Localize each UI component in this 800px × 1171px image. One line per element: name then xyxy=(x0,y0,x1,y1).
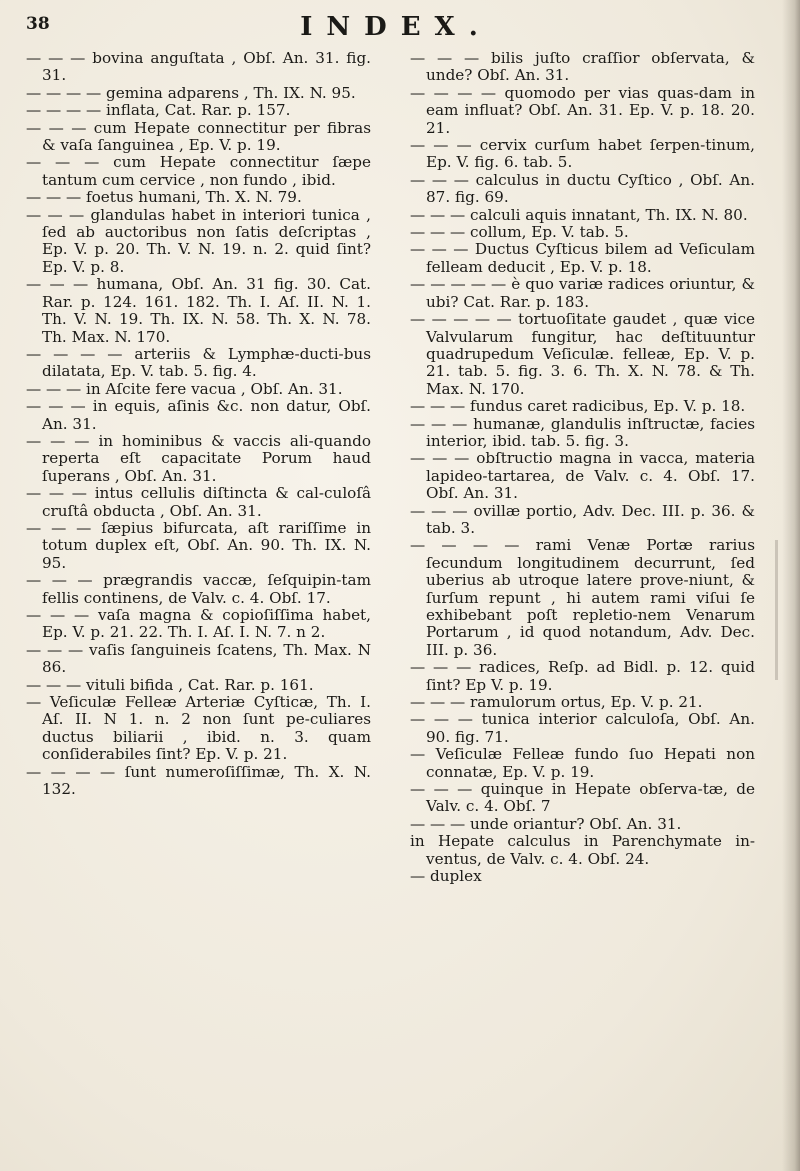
index-entry: — — — bilis juſto craſſior obſervata, & unde? Obſ. An. 31. xyxy=(410,49,755,85)
index-entry: — — — ſæpius bifurcata, aſt rariſſime in totum duplex eſt, Obſ. An. 90. Th. IX. N. 95. xyxy=(26,518,371,572)
index-entry: — — — fundus caret radicibus, Ep. V. p. 18. xyxy=(410,397,746,416)
index-column-left xyxy=(26,50,371,798)
index-entry: — — — calculus in ductu Cyſtico , Obſ. An. 87. fig. 69. xyxy=(410,170,755,207)
index-entry: — — — vaſa magna & copioſiſſima habet, Ep. V. p. 21. 22. Th. I. Aſ. I. N. 7. n 2. xyxy=(26,606,371,642)
index-entry: — — — glandulas habet in interiori tunica , ſed ab auctoribus non ſatis deſcriptas , Ep. V. p. 20. Th. V. N. 19. n. 2. quid ſint? Ep. V. p. 8. xyxy=(26,205,371,276)
index-entry: — — — cum Hepate connectitur per fibras & vaſa ſanguinea , Ep. V. p. 19. xyxy=(26,118,371,155)
index-entry: — — — — inflata, Cat. Rar. p. 157. xyxy=(26,101,291,120)
index-entry: — Veſiculæ Felleæ fundo ſuo Hepati non connatæ, Ep. V. p. 19. xyxy=(410,745,755,781)
index-entry: — — — unde oriantur? Obſ. An. 31. xyxy=(410,814,682,833)
index-entry: — — — humana, Obſ. An. 31 fig. 30. Cat. Rar. p. 124. 161. 182. Th. I. Aſ. II. N. 1. Th. V. N. 19. Th. IX. N. 58. Th. X. N. 78. Th. Max. N. 170. xyxy=(26,275,371,346)
index-entry: — — — — — è quo variæ radices oriuntur, & ubi? Cat. Rar. p. 183. xyxy=(410,275,755,311)
index-entry: — — — quinque in Hepate obſerva-tæ, de Valv. c. 4. Obſ. 7 xyxy=(410,780,755,816)
index-entry: — — — cum Hepate connectitur ſæpe tantum cum cervice , non fundo , ibid. xyxy=(26,153,371,189)
index-entry: — — — Ductus Cyſticus bilem ad Veſiculam felleam deducit , Ep. V. p. 18. xyxy=(410,240,755,276)
index-entry: — — — radices, Reſp. ad Bidl. p. 12. quid ſint? Ep V. p. 19. xyxy=(410,658,755,694)
index-entry: — — — tunica interior calculoſa, Obſ. An. 90. fig. 71. xyxy=(410,710,755,746)
index-entry: — — — in equis, aſinis &c. non datur, Obſ. An. 31. xyxy=(26,397,371,433)
index-entry: — — — intus cellulis diſtincta & cal-culoſâ cruſtâ obducta , Obſ. An. 31. xyxy=(26,484,371,520)
index-entry: — Veſiculæ Felleæ Arteriæ Cyſticæ, Th. I. Aſ. II. N 1. n. 2 non ſunt pe-culiares ductus biliarii , ibid. n. 3. quam conſiderabiles ſint? Ep. V. p. 21. xyxy=(26,693,371,764)
index-entry: — — — calculi aquis innatant, Th. IX. N. 80. xyxy=(410,205,748,224)
index-entry: — duplex xyxy=(410,867,482,886)
index-column-right xyxy=(410,50,755,886)
page-title: INDEX. xyxy=(300,12,492,42)
margin-stain xyxy=(775,540,778,680)
index-entry: — — — — ſunt numeroſiſſimæ, Th. X. N. 132. xyxy=(26,762,371,799)
index-entry: — — — — arteriis & Lymphæ-ducti-bus dilatata, Ep. V. tab. 5. fig. 4. xyxy=(26,344,371,381)
index-entry: — — — — rami Venæ Portæ rarius ſecundum longitudinem decurrunt, ſed uberius ab utroque latere prove-niunt, & ſurſum repunt , hi autem rami viſui ſe exhibebant poſt repletio-nem Venarum Portarum , id quod notandum, Adv. Dec. III. p. 36. xyxy=(410,536,755,659)
index-entry: — — — vituli bifida , Cat. Rar. p. 161. xyxy=(26,675,314,694)
index-entry: — — — in hominibus & vaccis ali-quando reperta eſt capacitate Porum haud ſuperans , Obſ. An. 31. xyxy=(26,431,371,485)
index-entry: — — — — gemina adparens , Th. IX. N. 95. xyxy=(26,83,356,102)
index-entry: — — — — — tortuoſitate gaudet , quæ vice Valvularum fungitur, hac deſtituuntur quadrupedum Veſiculæ. felleæ, Ep. V. p. 21. tab. 5. fig. 3. 6. Th. X. N. 78. & Th. Max. N. 170. xyxy=(410,310,755,398)
index-entry: — — — collum, Ep. V. tab. 5. xyxy=(410,223,629,242)
index-entry: — — — in Aſcite fere vacua , Obſ. An. 31. xyxy=(26,379,343,398)
index-entry: — — — bovina anguſtata , Obſ. An. 31. fig. 31. xyxy=(26,49,371,85)
page-header xyxy=(22,12,770,40)
index-entry: — — — vaſis ſanguineis ſcatens, Th. Max. N 86. xyxy=(26,640,371,677)
page-number: 38 xyxy=(26,14,50,34)
page-fold-shadow xyxy=(782,0,800,1171)
index-entry: in Hepate calculus in Parenchymate in-ventus, de Valv. c. 4. Obſ. 24. xyxy=(410,832,755,868)
index-entry: — — — humanæ, glandulis inſtructæ, facies interior, ibid. tab. 5. fig. 3. xyxy=(410,414,755,450)
index-entry: — — — ramulorum ortus, Ep. V. p. 21. xyxy=(410,693,703,712)
index-entry: — — — prægrandis vaccæ, ſeſquipin-tam fellis continens, de Valv. c. 4. Obſ. 17. xyxy=(26,571,371,607)
index-entry: — — — ovillæ portio, Adv. Dec. III. p. 36. & tab. 3. xyxy=(410,501,755,537)
index-entry: — — — obſtructio magna in vacca, materia lapideo-tartarea, de Valv. c. 4. Obſ. 17. Obſ. An. 31. xyxy=(410,449,755,503)
index-entry: — — — foetus humani, Th. X. N. 79. xyxy=(26,188,302,207)
index-entry: — — — — quomodo per vias quas-dam in eam influat? Obſ. An. 31. Ep. V. p. 18. 20. 21. xyxy=(410,83,755,137)
index-entry: — — — cervix curſum habet ſerpen-tinum, Ep. V. fig. 6. tab. 5. xyxy=(410,136,755,172)
